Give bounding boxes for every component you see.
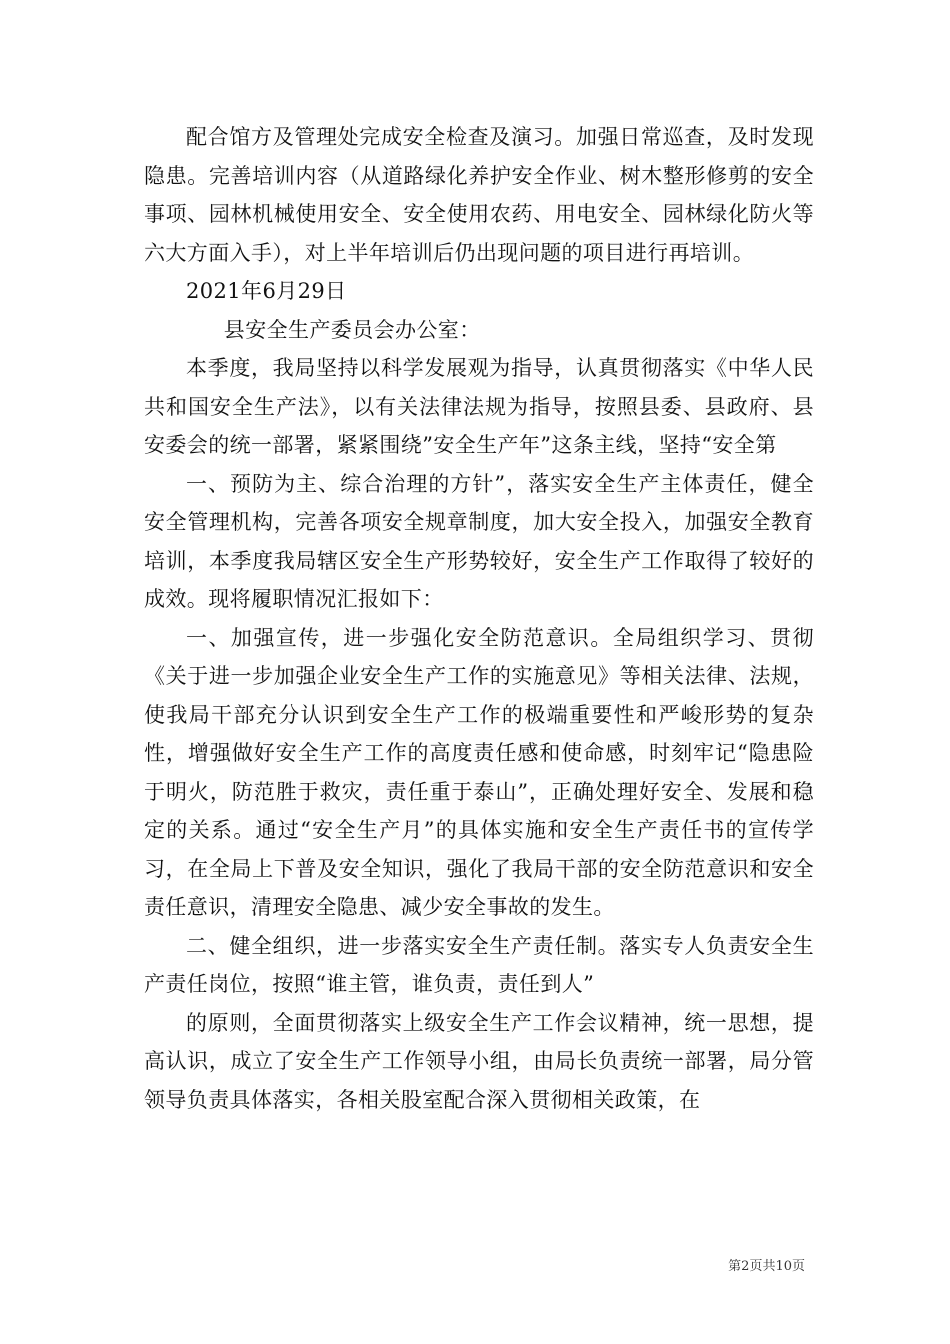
recipient-line: 县安全生产委员会办公室： — [223, 317, 481, 342]
paragraph-policy: 一、预防为主、综合治理的方针”，落实安全生产主体责任，健全安全管理机构，完善各项安全规章制度，加大安全投入，加强安全教育培训，本季度我局辖区安全生产形势较好，安全生产工作取得了较好的成效。现将履职情况汇报如下： — [144, 471, 814, 611]
paragraph-principle: 的原则，全面贯彻落实上级安全生产工作会议精神，统一思想，提高认识，成立了安全生产工作领导小组，由局长负责统一部署，局分管领导负责具体落实，各相关股室配合深入贯彻相关政策，在 — [144, 1010, 814, 1112]
paragraph-section-2: 二、健全组织，进一步落实安全生产责任制。落实专人负责安全生产责任岗位，按照“谁主管，谁负责，责任到人” — [144, 933, 814, 996]
paragraph-section-1: 一、加强宣传，进一步强化安全防范意识。全局组织学习、贯彻《关于进一步加强企业安全生产工作的实施意见》等相关法律、法规，使我局干部充分认识到安全生产工作的极端重要性和严峻形势的复杂性，增强做好安全生产工作的高度责任感和使命感，时刻牢记“隐患险于明火，防范胜于救灾，责任重于泰山”，正确处理好安全、发展和稳定的关系。通过“安全生产月”的具体实施和安全生产责任书的宣传学习，在全局上下普及安全知识，强化了我局干部的安全防范意识和安全责任意识，清理安全隐患、减少安全事故的发生。 — [144, 625, 814, 919]
page-number: 第2页共10页 — [728, 1259, 805, 1274]
date-line: 2021年6月29日 — [186, 279, 347, 303]
paragraph-training: 配合馆方及管理处完成安全检查及演习。加强日常巡查，及时发现隐患。完善培训内容（从道路绿化养护安全作业、树木整形修剪的安全事项、园林机械使用安全、安全使用农药、用电安全、园林绿化防火等六大方面入手），对上半年培训后仍出现问题的项目进行再培训。 — [144, 125, 814, 265]
document-body — [144, 118, 814, 1119]
paragraph-intro: 本季度，我局坚持以科学发展观为指导，认真贯彻落实《中华人民共和国安全生产法》，以有关法律法规为指导，按照县委、县政府、县安委会的统一部署，紧紧围绕”安全生产年”这条主线，坚持“安全第 — [144, 356, 814, 457]
